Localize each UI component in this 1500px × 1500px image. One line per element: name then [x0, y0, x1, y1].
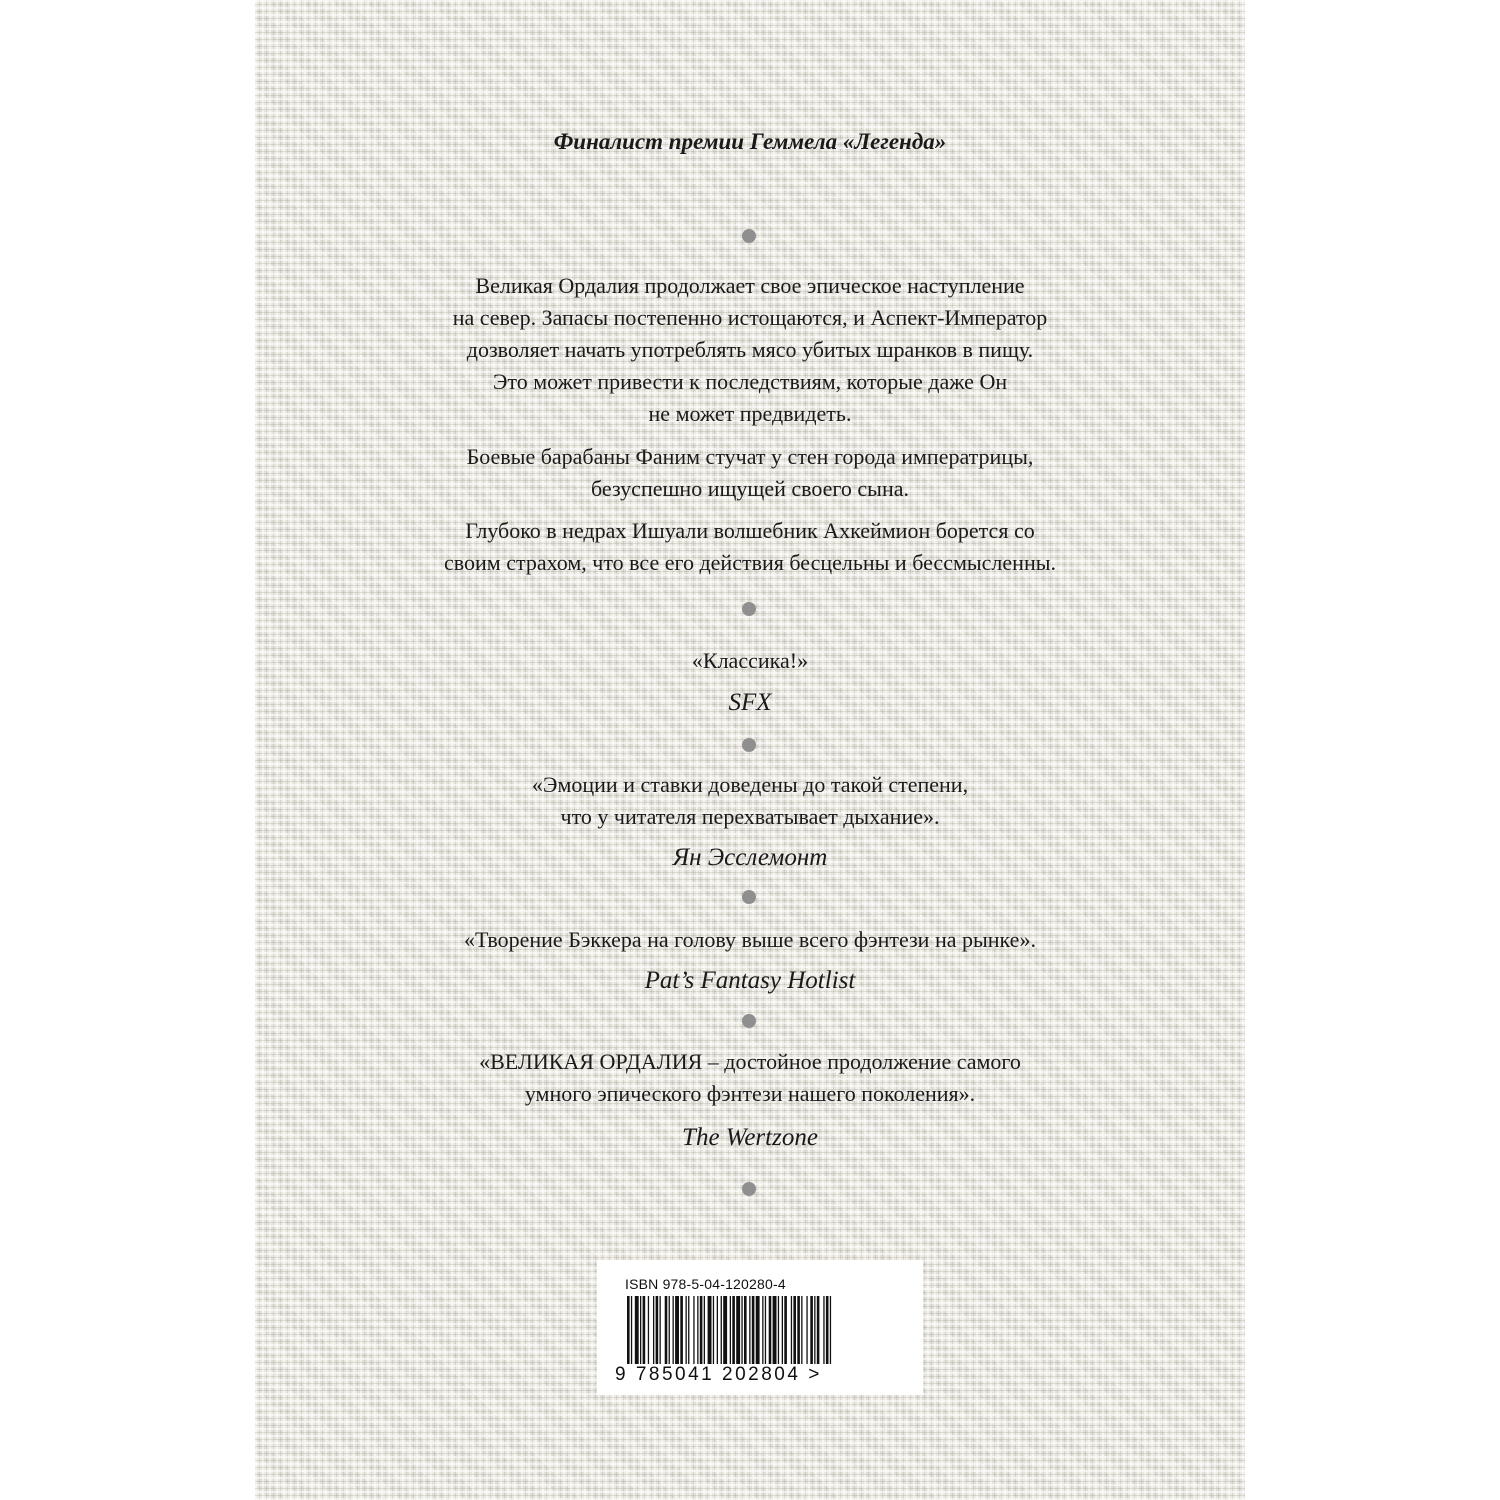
barcode-bar: [782, 1296, 783, 1364]
barcode-bar: [810, 1296, 813, 1364]
review-quote: «ВЕЛИКАЯ ОРДАЛИЯ – достойное продолжение самого: [479, 1049, 1021, 1074]
barcode-bar: [669, 1296, 670, 1364]
barcode-bar: [744, 1296, 747, 1364]
barcode-bar: [697, 1296, 698, 1364]
description-line: Великая Ордалия продолжает свое эпическое наступление: [475, 273, 1025, 298]
barcode-bar: [797, 1296, 800, 1364]
barcode-bars: [627, 1296, 893, 1364]
barcode-bar: [732, 1296, 735, 1364]
barcode-bar: [708, 1296, 712, 1364]
barcode-bar: [806, 1296, 807, 1364]
barcode-bar: [686, 1296, 687, 1364]
review-source: Ян Эсслемонт: [672, 844, 828, 871]
barcode-bar: [817, 1296, 820, 1364]
barcode-bar: [673, 1296, 674, 1364]
barcode-bar: [713, 1296, 714, 1364]
separator-dot: [742, 738, 756, 752]
description-line: не может предвидеть.: [648, 401, 852, 426]
description-line: своим страхом, что все его действия бесцельны и бессмысленны.: [444, 550, 1056, 575]
barcode-bar: [643, 1296, 646, 1364]
barcode-bar: [721, 1296, 722, 1364]
barcode-bar: [814, 1296, 815, 1364]
barcode-bar: [660, 1296, 661, 1364]
description-line: на север. Запасы постепенно истощаются, и Аспект-Император: [452, 305, 1048, 330]
description-line: дозволяет начать употреблять мясо убитых шранков в пищу.: [466, 337, 1034, 362]
barcode-bar: [823, 1296, 824, 1364]
barcode-bar: [723, 1296, 727, 1364]
barcode-bar: [784, 1296, 787, 1364]
review-quote: «Эмоции и ставки доведены до такой степени,: [531, 772, 969, 797]
barcode-bar: [680, 1296, 683, 1364]
barcode-bar: [762, 1296, 763, 1364]
barcode-bar: [801, 1296, 802, 1364]
barcode-bar: [756, 1296, 760, 1364]
isbn-number: ISBN 978-5-04-120280-4: [625, 1276, 786, 1292]
barcode-bar: [717, 1296, 718, 1364]
barcode-bar: [688, 1296, 689, 1364]
review-source: SFX: [728, 689, 772, 716]
barcode-bar: [793, 1296, 796, 1364]
barcode-bar: [635, 1296, 639, 1364]
barcode-bar: [640, 1296, 641, 1364]
barcode-bar: [648, 1296, 649, 1364]
barcode-bar: [830, 1296, 831, 1364]
barcode-bar: [749, 1296, 750, 1364]
barcode-bar: [826, 1296, 829, 1364]
separator-dot: [742, 1182, 756, 1196]
barcode-bar: [675, 1296, 679, 1364]
separator-dot: [742, 229, 756, 243]
review-quote: что у читателя перехватывает дыхание».: [560, 804, 940, 829]
barcode-bar: [704, 1296, 705, 1364]
description-line: безуспешно ищущей своего сына.: [591, 476, 909, 501]
barcode-bar: [631, 1296, 632, 1364]
barcode-bar: [693, 1296, 694, 1364]
description-line: Это может привести к последствиям, которые даже Он: [492, 369, 1008, 394]
separator-dot: [742, 890, 756, 904]
barcode-bar: [741, 1296, 742, 1364]
ean-digits: 9 785041 202804 >: [615, 1364, 822, 1385]
barcode-bar: [773, 1296, 777, 1364]
barcode-bar: [653, 1296, 654, 1364]
barcode-bar: [765, 1296, 766, 1364]
review-quote: «Классика!»: [691, 648, 809, 673]
barcode-label: [597, 1260, 923, 1395]
review-quote: «Творение Бэккера на голову выше всего фэнтези на рынке».: [464, 927, 1036, 952]
separator-dot: [742, 1014, 756, 1028]
description-line: Глубоко в недрах Ишуали волшебник Ахкеймион борется со: [465, 518, 1035, 543]
barcode-bar: [791, 1296, 792, 1364]
book-back-cover: [255, 0, 1245, 1500]
barcode-bar: [752, 1296, 755, 1364]
review-source: The Wertzone: [682, 1124, 818, 1151]
review-source: Pat’s Fantasy Hotlist: [644, 967, 856, 994]
barcode-bar: [665, 1296, 668, 1364]
award-line: Финалист премии Геммела «Легенда»: [553, 129, 947, 154]
review-quote: умного эпического фэнтези нашего поколения».: [524, 1081, 976, 1106]
barcode-bar: [769, 1296, 772, 1364]
description-line: Боевые барабаны Фаним стучат у стен города императрицы,: [466, 444, 1034, 469]
barcode-bar: [730, 1296, 731, 1364]
separator-dot: [742, 602, 756, 616]
barcode-bar: [656, 1296, 659, 1364]
barcode-bar: [700, 1296, 703, 1364]
barcode-bar: [778, 1296, 779, 1364]
barcode-bar: [627, 1296, 630, 1364]
barcode-bar: [736, 1296, 740, 1364]
